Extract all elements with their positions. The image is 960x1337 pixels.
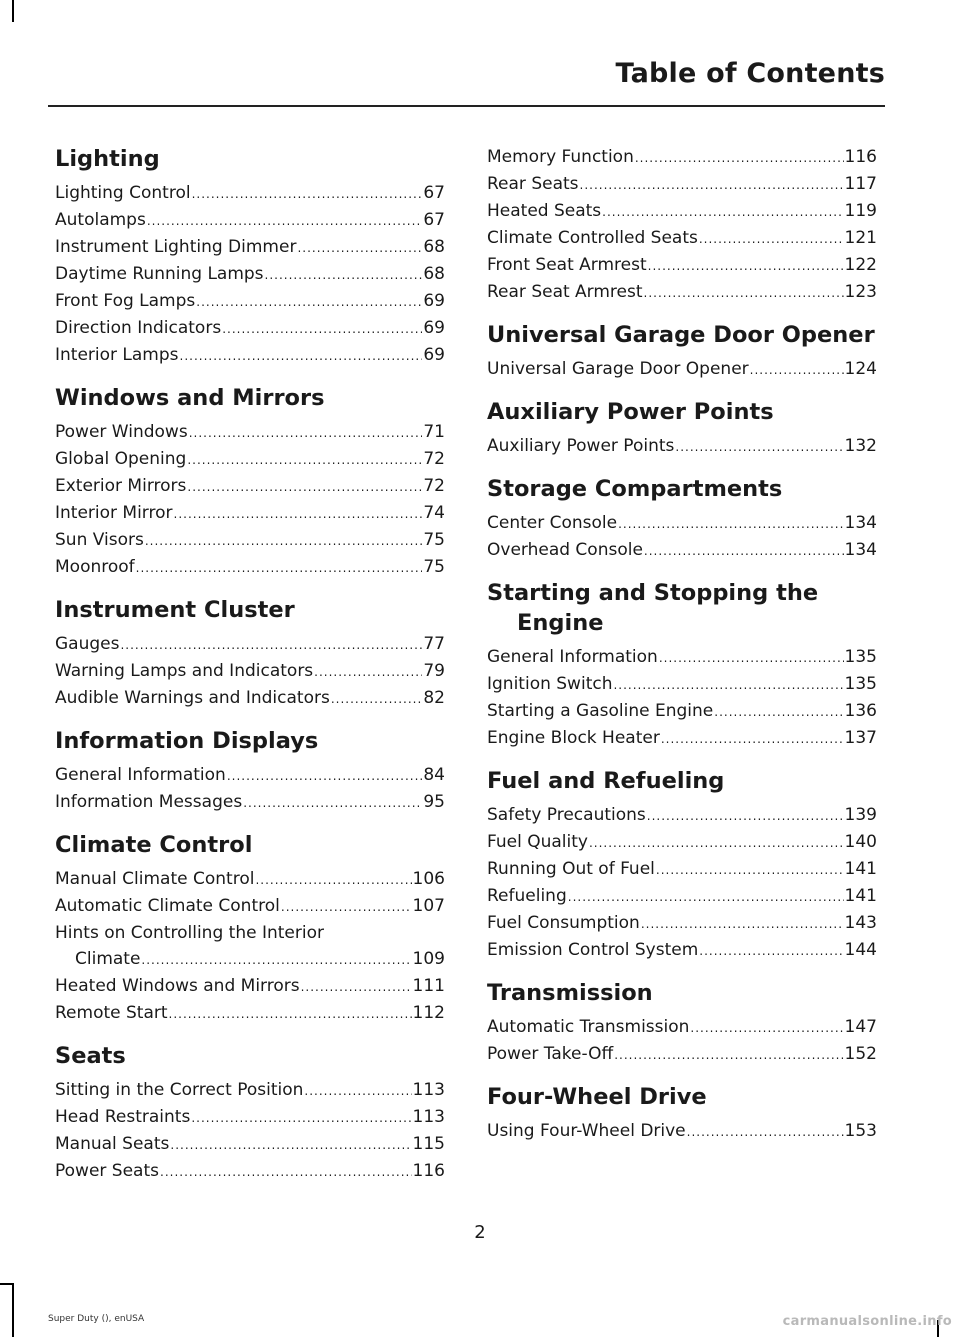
toc-entry-page: 144 <box>844 940 877 960</box>
section-heading: Universal Garage Door Opener <box>487 322 875 348</box>
toc-entry-page: 84 <box>423 765 445 785</box>
section-heading: Climate Control <box>55 832 253 858</box>
toc-entry-label: Sitting in the Correct Position <box>55 1080 304 1100</box>
toc-entry-label: Audible Warnings and Indicators <box>55 688 330 708</box>
toc-entry-page: 135 <box>844 647 877 667</box>
toc-entry[interactable] <box>487 883 877 910</box>
dot-leader <box>648 253 844 279</box>
dot-leader <box>160 1159 412 1185</box>
toc-entry-label: Interior Lamps <box>55 345 179 365</box>
toc-list <box>487 433 877 460</box>
toc-entry-page: 113 <box>412 1107 445 1127</box>
toc-entry[interactable] <box>55 1077 445 1104</box>
toc-section <box>487 978 877 1068</box>
toc-entry[interactable] <box>55 866 445 893</box>
toc-entry-page: 72 <box>423 449 445 469</box>
dot-leader <box>180 343 423 369</box>
toc-list <box>487 510 877 564</box>
toc-entry-label: Universal Garage Door Opener <box>487 359 749 379</box>
page-title: Table of Contents <box>615 58 885 89</box>
toc-entry-label: Power Windows <box>55 422 188 442</box>
toc-list <box>487 644 877 752</box>
toc-entry-label: Refueling <box>487 886 567 906</box>
dot-leader <box>255 867 411 893</box>
dot-leader <box>174 501 423 527</box>
dot-leader <box>687 1119 844 1145</box>
dot-leader <box>699 226 844 252</box>
toc-entry[interactable] <box>55 789 445 816</box>
toc-entry[interactable] <box>487 802 877 829</box>
toc-list <box>487 356 877 383</box>
toc-entry[interactable] <box>55 920 445 973</box>
toc-entry-page: 74 <box>423 503 445 523</box>
toc-entry-page: 123 <box>844 282 877 302</box>
dot-leader <box>120 632 422 658</box>
toc-entry[interactable] <box>487 1118 877 1145</box>
toc-section <box>55 830 445 1027</box>
toc-entry-page: 141 <box>844 886 877 906</box>
toc-entry[interactable] <box>487 671 877 698</box>
toc-entry-label: Interior Mirror <box>55 503 173 523</box>
toc-entry[interactable] <box>487 279 877 306</box>
toc-entry-page: 69 <box>423 291 445 311</box>
toc-entry[interactable] <box>55 1158 445 1185</box>
section-heading: Auxiliary Power Points <box>487 399 774 425</box>
section-heading: Starting and Stopping the Engine <box>487 580 819 636</box>
toc-entry-label: General Information <box>55 765 226 785</box>
toc-entry-page: 71 <box>423 422 445 442</box>
toc-section <box>487 1082 877 1145</box>
toc-entry-page: 113 <box>412 1080 445 1100</box>
dot-leader <box>314 659 422 685</box>
dot-leader <box>675 434 843 460</box>
toc-column-right <box>487 144 877 1145</box>
toc-entry[interactable] <box>55 234 445 261</box>
dot-leader <box>647 803 844 829</box>
toc-entry-page: 140 <box>844 832 877 852</box>
dot-leader <box>227 763 423 789</box>
toc-entry[interactable] <box>55 207 445 234</box>
toc-entry-label: Autolamps <box>55 210 146 230</box>
toc-entry[interactable] <box>55 527 445 554</box>
section-heading: Seats <box>55 1043 126 1069</box>
toc-entry-label: Rear Seat Armrest <box>487 282 643 302</box>
toc-entry[interactable] <box>487 433 877 460</box>
toc-entry[interactable] <box>487 644 877 671</box>
toc-list <box>55 1077 445 1185</box>
toc-entry-page: 121 <box>844 228 877 248</box>
dot-leader <box>690 1015 843 1041</box>
toc-entry-label: Engine Block Heater <box>487 728 660 748</box>
section-heading: Transmission <box>487 980 653 1006</box>
dot-leader <box>331 686 423 712</box>
toc-entry-label: Global Opening <box>55 449 187 469</box>
toc-entry-page: 139 <box>844 805 877 825</box>
toc-entry-page: 135 <box>844 674 877 694</box>
toc-list <box>55 631 445 712</box>
toc-entry-label: Manual Climate Control <box>55 869 255 889</box>
toc-entry[interactable] <box>487 856 877 883</box>
toc-entry-label: Fuel Consumption <box>487 913 640 933</box>
section-heading: Four-Wheel Drive <box>487 1084 707 1110</box>
toc-entry[interactable] <box>487 1041 877 1068</box>
toc-section <box>55 144 445 369</box>
toc-entry[interactable] <box>55 631 445 658</box>
toc-section <box>55 383 445 581</box>
toc-entry[interactable] <box>487 198 877 225</box>
toc-entry-label: Heated Seats <box>487 201 602 221</box>
toc-entry[interactable] <box>55 261 445 288</box>
dot-leader <box>243 790 422 816</box>
toc-entry-page: 136 <box>844 701 877 721</box>
dot-leader <box>147 208 423 234</box>
dot-leader <box>191 1105 411 1131</box>
dot-leader <box>169 1001 412 1027</box>
toc-entry-page: 106 <box>412 869 445 889</box>
toc-list <box>55 419 445 581</box>
toc-entry-label: Remote Start <box>55 1003 168 1023</box>
toc-entry-page: 152 <box>844 1044 877 1064</box>
toc-entry-page: 119 <box>844 201 877 221</box>
toc-entry[interactable] <box>55 762 445 789</box>
toc-section <box>487 766 877 964</box>
toc-entry-label: Front Seat Armrest <box>487 255 647 275</box>
toc-entry[interactable] <box>55 419 445 446</box>
toc-list <box>487 1014 877 1068</box>
toc-entry-page: 109 <box>412 949 445 969</box>
toc-entry-label: Head Restraints <box>55 1107 191 1127</box>
toc-entry[interactable] <box>487 937 877 964</box>
toc-entry[interactable] <box>55 1131 445 1158</box>
toc-entry[interactable] <box>487 537 877 564</box>
toc-entry-page: 107 <box>412 896 445 916</box>
toc-entry-label: Climate Controlled Seats <box>487 228 698 248</box>
toc-entry[interactable] <box>55 288 445 315</box>
toc-entry-label: Using Four-Wheel Drive <box>487 1121 686 1141</box>
toc-entry[interactable] <box>55 554 445 581</box>
toc-section <box>487 474 877 564</box>
toc-entry-page: 69 <box>423 318 445 338</box>
toc-entry-page: 67 <box>423 210 445 230</box>
dot-leader <box>644 280 844 306</box>
toc-entry[interactable] <box>487 144 877 171</box>
toc-entry-page: 77 <box>423 634 445 654</box>
toc-entry-label: Fuel Quality <box>487 832 588 852</box>
toc-entry-page: 68 <box>423 264 445 284</box>
toc-entry-label: Center Console <box>487 513 618 533</box>
toc-entry-page: 115 <box>412 1134 445 1154</box>
crop-mark-bottom-left-v <box>12 1283 14 1337</box>
toc-entry-page: 143 <box>844 913 877 933</box>
toc-entry-page: 147 <box>844 1017 877 1037</box>
dot-leader <box>222 316 422 342</box>
toc-entry-label: Safety Precautions <box>487 805 646 825</box>
toc-section <box>487 144 877 306</box>
toc-entry-page: 134 <box>844 513 877 533</box>
toc-entry-label: Daytime Running Lamps <box>55 264 264 284</box>
dot-leader <box>187 474 422 500</box>
toc-entry-label: Lighting Control <box>55 183 191 203</box>
toc-entry-label: Starting a Gasoline Engine <box>487 701 714 721</box>
crop-mark-top-left-v <box>12 0 14 22</box>
dot-leader <box>187 447 422 473</box>
toc-list <box>55 762 445 816</box>
toc-entry-label: Power Take-Off <box>487 1044 614 1064</box>
dot-leader <box>635 145 844 171</box>
toc-entry[interactable] <box>55 1104 445 1131</box>
toc-entry-label: Overhead Console <box>487 540 643 560</box>
toc-section <box>487 397 877 460</box>
toc-entry-label: Moonroof <box>55 557 135 577</box>
toc-entry-page: 82 <box>423 688 445 708</box>
toc-entry-label: Emission Control System <box>487 940 699 960</box>
toc-section <box>487 320 877 383</box>
toc-column-left <box>55 144 445 1185</box>
toc-entry-page: 95 <box>423 792 445 812</box>
dot-leader <box>659 645 844 671</box>
toc-entry[interactable] <box>55 658 445 685</box>
toc-entry-label: Front Fog Lamps <box>55 291 196 311</box>
toc-entry-page: 68 <box>423 237 445 257</box>
toc-entry-page: 124 <box>844 359 877 379</box>
footer-text: Super Duty (), enUSA <box>48 1314 145 1324</box>
toc-entry-page: 75 <box>423 557 445 577</box>
dot-leader <box>618 511 843 537</box>
toc-section <box>55 726 445 816</box>
dot-leader <box>644 538 844 564</box>
dot-leader <box>301 974 412 1000</box>
toc-entry-label: Sun Visors <box>55 530 144 550</box>
toc-entry-page: 75 <box>423 530 445 550</box>
toc-entry-label: General Information <box>487 647 658 667</box>
dot-leader <box>656 857 844 883</box>
toc-entry-label: Direction Indicators <box>55 318 222 338</box>
toc-entry-label: Exterior Mirrors <box>55 476 187 496</box>
toc-entry-page: 141 <box>844 859 877 879</box>
dot-leader <box>136 555 423 581</box>
watermark: carmanualsonline.info <box>782 1314 952 1329</box>
toc-entry-label: Memory Function <box>487 147 634 167</box>
toc-entry-page: 132 <box>844 436 877 456</box>
dot-leader <box>192 181 423 207</box>
toc-entry[interactable] <box>487 171 877 198</box>
toc-entry-page: 79 <box>423 661 445 681</box>
toc-entry-label: Manual Seats <box>55 1134 170 1154</box>
dot-leader <box>145 528 423 554</box>
toc-entry-page: 122 <box>844 255 877 275</box>
toc-entry-label: Running Out of Fuel <box>487 859 655 879</box>
dot-leader <box>614 1042 843 1068</box>
toc-entry-label: Automatic Transmission <box>487 1017 690 1037</box>
toc-entry-page: 116 <box>844 147 877 167</box>
toc-entry-continuation <box>55 946 445 973</box>
dot-leader <box>613 672 843 698</box>
page-number: 2 <box>474 1222 486 1243</box>
toc-entry-label: Warning Lamps and Indicators <box>55 661 314 681</box>
section-heading: Storage Compartments <box>487 476 783 502</box>
toc-entry[interactable] <box>487 829 877 856</box>
dot-leader <box>297 235 422 261</box>
toc-section <box>55 595 445 712</box>
section-heading: Instrument Cluster <box>55 597 295 623</box>
section-heading: Windows and Mirrors <box>55 385 325 411</box>
toc-entry[interactable] <box>55 473 445 500</box>
toc-entry-label: Information Messages <box>55 792 243 812</box>
toc-list <box>487 144 877 306</box>
toc-entry[interactable] <box>487 725 877 752</box>
toc-entry-page: 153 <box>844 1121 877 1141</box>
toc-entry[interactable] <box>487 698 877 725</box>
dot-leader <box>141 947 411 973</box>
toc-entry[interactable] <box>55 500 445 527</box>
dot-leader <box>580 172 844 198</box>
dot-leader <box>568 884 844 910</box>
dot-leader <box>196 289 422 315</box>
toc-entry-label: Instrument Lighting Dimmer <box>55 237 297 257</box>
crop-mark-bottom-left-h <box>0 1283 14 1285</box>
toc-entry-label: Rear Seats <box>487 174 579 194</box>
section-heading: Lighting <box>55 146 160 172</box>
toc-entry-page: 112 <box>412 1003 445 1023</box>
toc-list <box>55 866 445 1027</box>
toc-entry[interactable] <box>55 893 445 920</box>
toc-section <box>487 578 877 752</box>
toc-entry-label: Ignition Switch <box>487 674 613 694</box>
toc-entry[interactable] <box>55 180 445 207</box>
toc-entry-label-continued: Climate <box>75 949 141 969</box>
toc-entry-page: 117 <box>844 174 877 194</box>
toc-entry[interactable] <box>487 910 877 937</box>
toc-entry-page: 137 <box>844 728 877 748</box>
toc-entry[interactable] <box>487 1014 877 1041</box>
toc-entry-page: 67 <box>423 183 445 203</box>
toc-entry-page: 72 <box>423 476 445 496</box>
dot-leader <box>265 262 423 288</box>
toc-entry[interactable] <box>55 446 445 473</box>
section-heading: Information Displays <box>55 728 319 754</box>
section-heading: Fuel and Refueling <box>487 768 725 794</box>
toc-entry[interactable] <box>487 252 877 279</box>
dot-leader <box>602 199 843 225</box>
dot-leader <box>281 894 412 920</box>
toc-entry-page: 116 <box>412 1161 445 1181</box>
toc-entry-label: Power Seats <box>55 1161 159 1181</box>
dot-leader <box>714 699 843 725</box>
toc-entry-label: Hints on Controlling the Interior <box>55 923 324 943</box>
toc-entry[interactable] <box>55 1000 445 1027</box>
toc-section <box>55 1041 445 1185</box>
toc-entry[interactable] <box>55 342 445 369</box>
toc-entry-page: 111 <box>412 976 445 996</box>
dot-leader <box>661 726 844 752</box>
toc-entry[interactable] <box>487 356 877 383</box>
toc-entry-label: Auxiliary Power Points <box>487 436 675 456</box>
toc-entry-page: 134 <box>844 540 877 560</box>
dot-leader <box>589 830 844 856</box>
header-rule <box>48 105 885 107</box>
toc-entry-label: Automatic Climate Control <box>55 896 280 916</box>
dot-leader <box>750 357 844 383</box>
toc-list <box>487 1118 877 1145</box>
dot-leader <box>699 938 843 964</box>
toc-entry-page: 69 <box>423 345 445 365</box>
dot-leader <box>170 1132 411 1158</box>
dot-leader <box>641 911 844 937</box>
toc-list <box>487 802 877 964</box>
toc-entry[interactable] <box>55 315 445 342</box>
toc-entry-label: Gauges <box>55 634 120 654</box>
toc-entry[interactable] <box>55 685 445 712</box>
dot-leader <box>189 420 423 446</box>
dot-leader <box>304 1078 411 1104</box>
toc-entry-label: Heated Windows and Mirrors <box>55 976 300 996</box>
toc-entry[interactable] <box>55 973 445 1000</box>
toc-entry[interactable] <box>487 225 877 252</box>
toc-list <box>55 180 445 369</box>
toc-entry[interactable] <box>487 510 877 537</box>
